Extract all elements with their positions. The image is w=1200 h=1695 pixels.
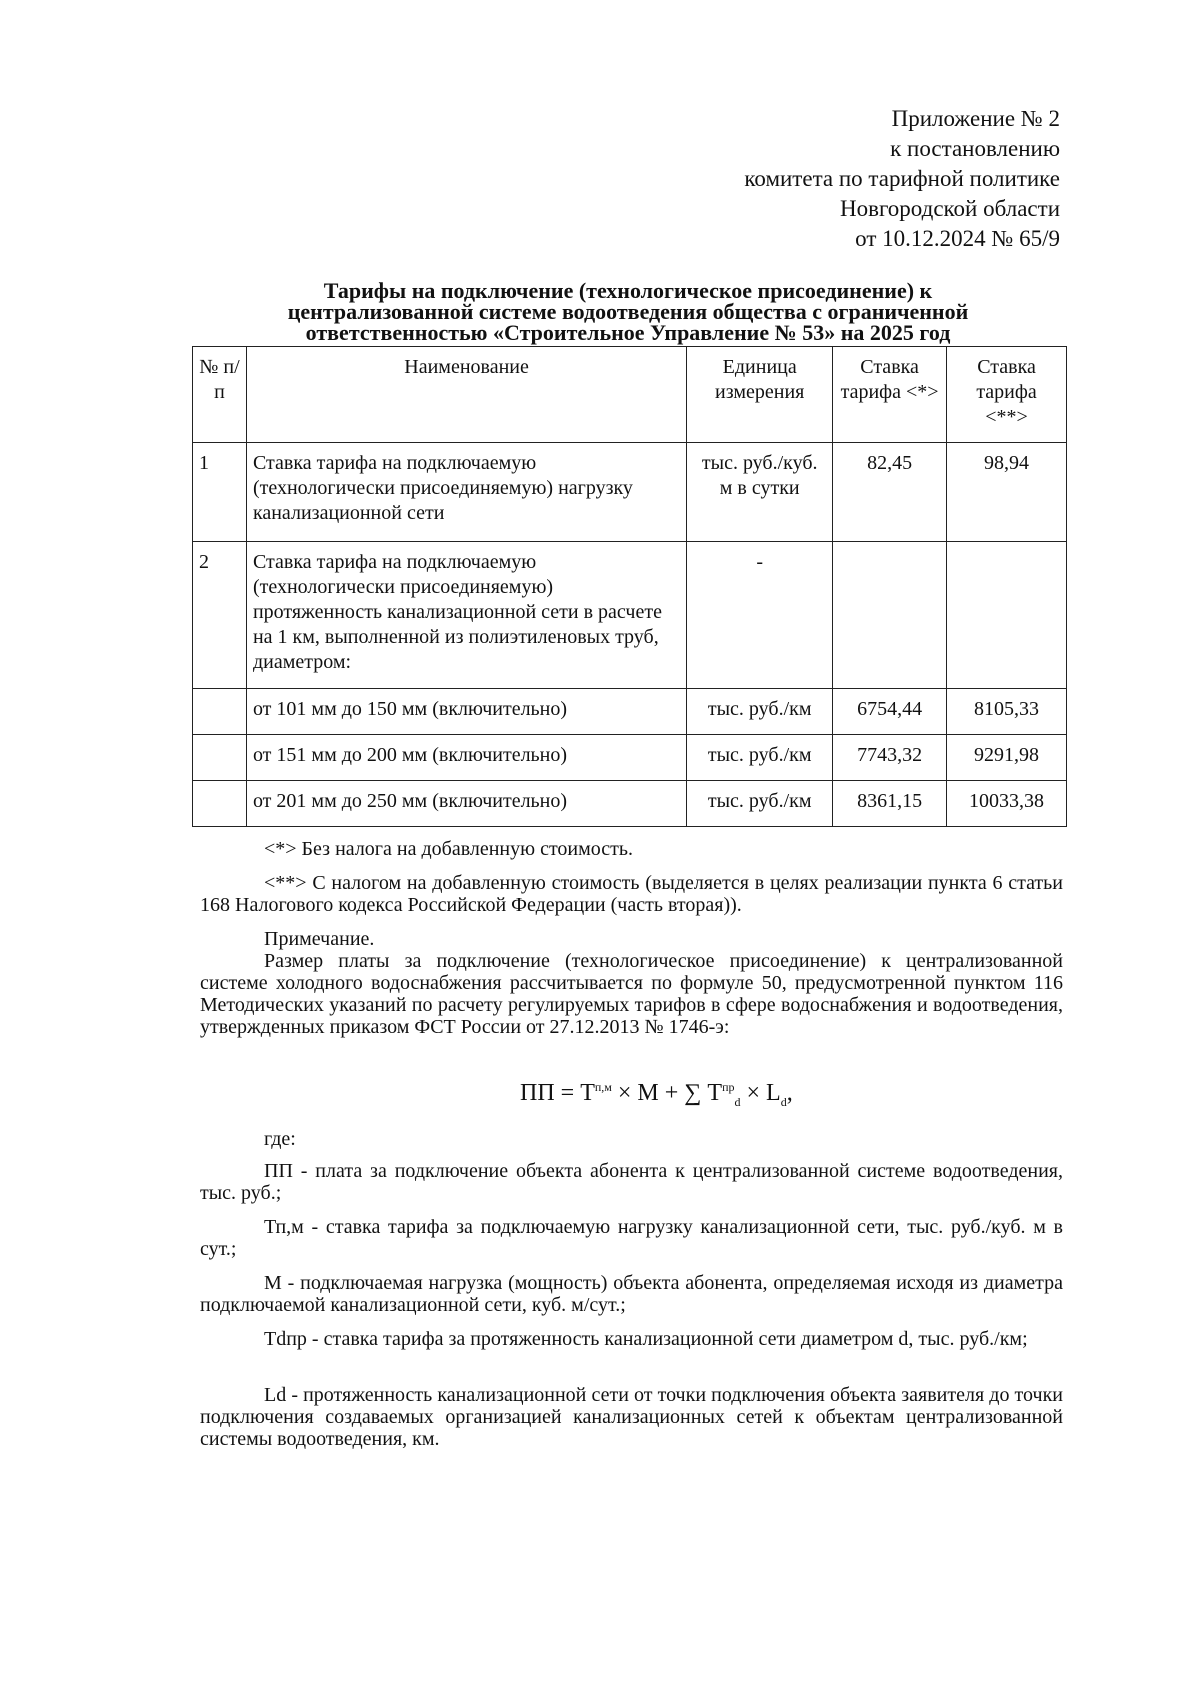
formula-part: d	[734, 1094, 741, 1109]
table-row	[193, 542, 1067, 689]
title-line: ответственностью «Строительное Управление № 53» на 2025 год	[305, 320, 951, 345]
cell: 8361,15	[833, 781, 947, 827]
cell: тыс. руб./км	[687, 735, 833, 781]
note-heading: Примечание.	[264, 928, 375, 950]
definition: ПП - плата за подключение объекта абонента к централизованной системе водоотведения, тыс. руб.;	[200, 1160, 1063, 1204]
header-line: Новгородской области	[839, 196, 1060, 221]
cell: 6754,44	[833, 689, 947, 735]
cell: Ставка тарифа на подключаемую (технологически присоединяемую) протяженность канализационной сети в расчете на 1 км, выполненной из полиэтиленовых труб, диаметром:	[246, 542, 686, 689]
cell: 2	[193, 542, 247, 689]
cell: 82,45	[833, 443, 947, 542]
header-line: комитета по тарифной политике	[744, 166, 1060, 191]
cell: -	[687, 542, 833, 689]
cell: Ставка тарифа на подключаемую (технологически присоединяемую) нагрузку канализационной сети	[246, 443, 686, 542]
table-row	[193, 781, 1067, 827]
header-line: Приложение № 2	[891, 106, 1060, 131]
title-line: Тарифы на подключение (технологическое присоединение) к	[323, 278, 933, 303]
cell	[193, 689, 247, 735]
cell: 10033,38	[947, 781, 1067, 827]
footnote: <*> Без налога на добавленную стоимость.	[264, 838, 634, 860]
cell	[947, 542, 1067, 689]
cell: тыс. руб./куб. м в сутки	[687, 443, 833, 542]
table-header-row	[193, 347, 1067, 443]
cell	[833, 542, 947, 689]
cell: 8105,33	[947, 689, 1067, 735]
formula-part: d	[780, 1094, 787, 1109]
formula	[520, 1080, 793, 1110]
appendix-header	[744, 104, 1060, 254]
cell	[193, 781, 247, 827]
definition: Ld - протяженность канализационной сети от точки подключения объекта заявителя до точки подключения создаваемых организацией канализационных сетей к объектам централизованной системы водоотведения, км.	[200, 1384, 1063, 1450]
document-title	[150, 280, 1106, 343]
formula-part: пр	[722, 1080, 735, 1094]
cell: от 101 мм до 150 мм (включительно)	[246, 689, 686, 735]
header-cell: Единица измерения	[687, 347, 833, 443]
definition: М - подключаемая нагрузка (мощность) объекта абонента, определяемая исходя из диаметра подключаемой канализационной сети, куб. м/сут.;	[200, 1272, 1063, 1316]
cell: 7743,32	[833, 735, 947, 781]
cell: от 201 мм до 250 мм (включительно)	[246, 781, 686, 827]
tariff-table	[192, 346, 1067, 827]
table-row	[193, 689, 1067, 735]
formula-part: × М + ∑ Т	[611, 1080, 723, 1106]
cell: тыс. руб./км	[687, 689, 833, 735]
note-text: Размер платы за подключение (технологическое присоединение) к централизованной системе холодного водоснабжения рассчитывается по формуле 50, предусмотренной пунктом 116 Методических указаний по расчету регулируемых тарифов в сфере водоснабжения и водоотведения, утвержденных приказом ФСТ России от 27.12.2013 № 1746-э:	[200, 950, 1063, 1038]
table-row	[193, 443, 1067, 542]
table-row	[193, 735, 1067, 781]
cell: 1	[193, 443, 247, 542]
header-line: к постановлению	[890, 136, 1060, 161]
where-label: где:	[264, 1128, 296, 1150]
footnote: <**> С налогом на добавленную стоимость (выделяется в целях реализации пункта 6 статьи 168 Налогового кодекса Российской Федерации (часть вторая)).	[200, 872, 1063, 916]
formula-part: ПП = Т	[520, 1080, 595, 1106]
formula-part: п,м	[594, 1080, 612, 1094]
header-cell: Наименование	[246, 347, 686, 443]
header-line: от 10.12.2024 № 65/9	[855, 226, 1060, 251]
definition: Тdпр - ставка тарифа за протяженность канализационной сети диаметром d, тыс. руб./км;	[264, 1328, 1028, 1350]
cell: от 151 мм до 200 мм (включительно)	[246, 735, 686, 781]
cell: тыс. руб./км	[687, 781, 833, 827]
definition: Тп,м - ставка тарифа за подключаемую нагрузку канализационной сети, тыс. руб./куб. м в сут.;	[200, 1216, 1063, 1260]
cell	[193, 735, 247, 781]
header-cell: № п/п	[193, 347, 247, 443]
cell: 9291,98	[947, 735, 1067, 781]
title-line: централизованной системе водоотведения общества с ограниченной	[287, 299, 969, 324]
formula-part: ,	[786, 1080, 793, 1106]
header-cell: Ставка тарифа <**>	[947, 347, 1067, 443]
cell: 98,94	[947, 443, 1067, 542]
formula-part: × L	[740, 1080, 781, 1106]
header-cell: Ставка тарифа <*>	[833, 347, 947, 443]
